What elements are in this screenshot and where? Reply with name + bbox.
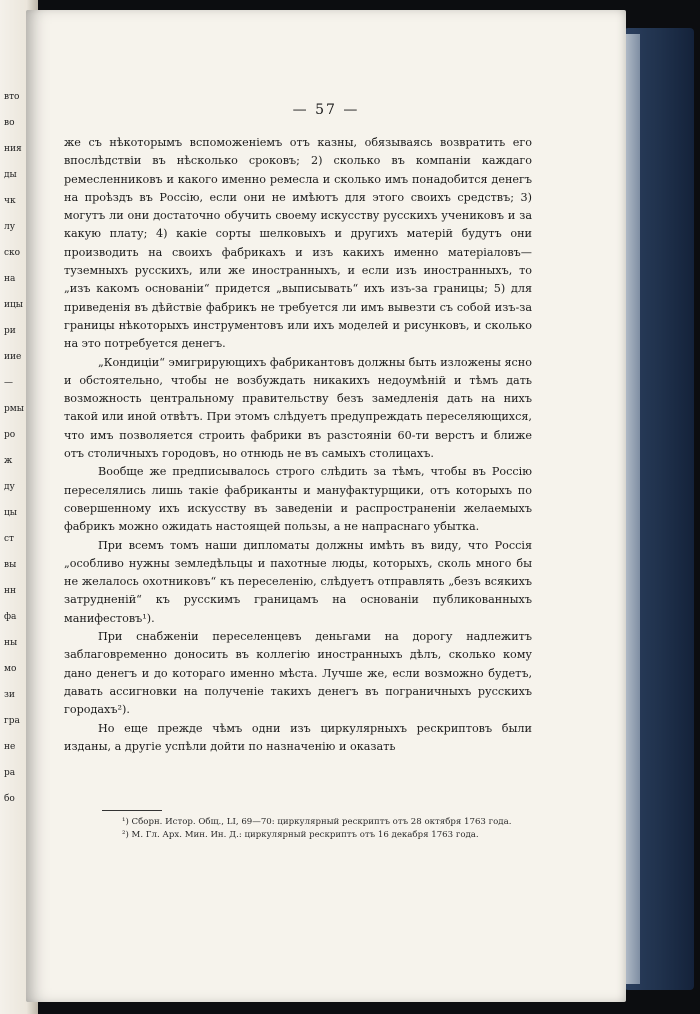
facing-page-fragment: бо bbox=[4, 794, 15, 804]
facing-page-fragment: гра bbox=[4, 716, 20, 726]
facing-page-fragment: ст bbox=[4, 534, 15, 544]
facing-page-fragment: ж bbox=[4, 456, 13, 466]
paragraph: При снабженіи переселенцевъ деньгами на дорогу надлежитъ заблаговременно доносить въ коллегію иностранныхъ дѣлъ, сколько кому дано денегъ и до котораго именно мѣста. Лучше же, если возможно будетъ, давать ассигновки на полученіе такихъ денегъ въ пограничныхъ русскихъ городахъ²). bbox=[64, 630, 532, 717]
body-text bbox=[64, 134, 532, 756]
facing-page-fragment: ния bbox=[4, 144, 22, 154]
paragraph: Вообще же предписывалось строго слѣдить за тѣмъ, чтобы въ Россію переселялись лишь такіе фабриканты и мануфактурщики, отъ которыхъ по совершенному ихъ искусству въ заведеніи и распространеніи желаемыхъ фабрикъ можно ожидать настоящей пользы, а не напраснаго убытка. bbox=[64, 465, 532, 534]
facing-page-fragment: цы bbox=[4, 508, 17, 518]
paragraph: Но еще прежде чѣмъ одни изъ циркулярныхъ рескриптовъ были изданы, а другіе успѣли дойти по назначенію и оказать bbox=[64, 721, 532, 753]
facing-page-fragment: чк bbox=[4, 196, 16, 206]
facing-page-fragment: мо bbox=[4, 664, 17, 674]
facing-page-fragment: лу bbox=[4, 222, 16, 232]
facing-page-fragment: на bbox=[4, 274, 16, 284]
page-number: — 57 — bbox=[292, 102, 360, 118]
paragraph: „Кондиціи“ эмигрирующихъ фабрикантовъ должны быть изложены ясно и обстоятельно, чтобы не возбуждать никакихъ недоумѣній и тѣмъ дать возможность центральному правительству безъ замедленія дать на нихъ такой или иной отвѣтъ. При этомъ слѣдуетъ предупреждать переселяющихся, что имъ позволяется строить фабрики въ разстояніи 60-ти верстъ и ближе отъ столичныхъ городовъ, но отнюдь не въ самыхъ столицахъ. bbox=[64, 355, 532, 461]
paragraph: же съ нѣкоторымъ вспоможеніемъ отъ казны, обязываясь возвратить его впослѣдствіи въ нѣсколько сроковъ; 2) сколько въ компаніи каждаго ремесленниковъ и какого именно ремесла и сколько имъ понадобится денегъ на проѣздъ въ Россію, если они не имѣютъ для этого своихъ средствъ; 3) могутъ ли они достаточно обучить своему искусству русскихъ учениковъ и за какую плату; 4) какіе сорты шелковыхъ и другихъ матерій будутъ они производить на своихъ фабрикахъ и изъ какихъ именно матеріаловъ—туземныхъ русскихъ, или же иностранныхъ, и если изъ иностранныхъ, то „изъ какомъ основаніи“ придется „выписывать“ ихъ изъ-за границы; 5) для приведенія въ дѣйствіе фабрикъ не требуется ли имъ вывезти съ собой изъ-за границы нѣкоторыхъ инструментовъ или ихъ моделей и рисунковъ, и сколько на это потребуется денегъ. bbox=[64, 136, 532, 351]
facing-page-fragment: вы bbox=[4, 560, 17, 570]
facing-page-fragment: фа bbox=[4, 612, 17, 622]
facing-page-fragment: — bbox=[4, 378, 13, 388]
facing-page-fragment: зи bbox=[4, 690, 15, 700]
facing-page-fragment: нн bbox=[4, 586, 16, 596]
facing-page-fragment: иие bbox=[4, 352, 22, 362]
footnote: ¹) Сборн. Истор. Общ., LI, 69—70: циркулярный рескриптъ отъ 28 октября 1763 года. bbox=[122, 817, 512, 827]
facing-page-fragment: рмы bbox=[4, 404, 24, 414]
facing-page-fragment: во bbox=[4, 118, 15, 128]
footnote-rule bbox=[102, 810, 162, 811]
paragraph: При всемъ томъ наши дипломаты должны имѣть въ виду, что Россія „особливо нужны земледѣльцы и пахотные люды, которыхъ, сколь много бы не желалось охотниковъ“ къ переселенію, слѣдуетъ отправлять „безъ всякихъ затрудненій“ къ русскимъ границамъ на основаніи публикованныхъ манифестовъ¹). bbox=[64, 538, 532, 625]
footnotes bbox=[102, 816, 542, 842]
facing-page-fragment: ду bbox=[4, 482, 15, 492]
facing-page-fragment: ицы bbox=[4, 300, 23, 310]
facing-page-fragment: вто bbox=[4, 92, 20, 102]
facing-page-fragment: ско bbox=[4, 248, 21, 258]
facing-page-fragment: ри bbox=[4, 326, 16, 336]
book-page bbox=[26, 10, 626, 1002]
facing-page-fragment: ны bbox=[4, 638, 18, 648]
facing-page-fragment: ро bbox=[4, 430, 16, 440]
footnote: ²) М. Гл. Арх. Мин. Ин. Д.: циркулярный рескриптъ отъ 16 декабря 1763 года. bbox=[122, 830, 479, 840]
facing-page-fragment: не bbox=[4, 742, 16, 752]
facing-page-fragment: ды bbox=[4, 170, 17, 180]
facing-page-fragment: ра bbox=[4, 768, 16, 778]
